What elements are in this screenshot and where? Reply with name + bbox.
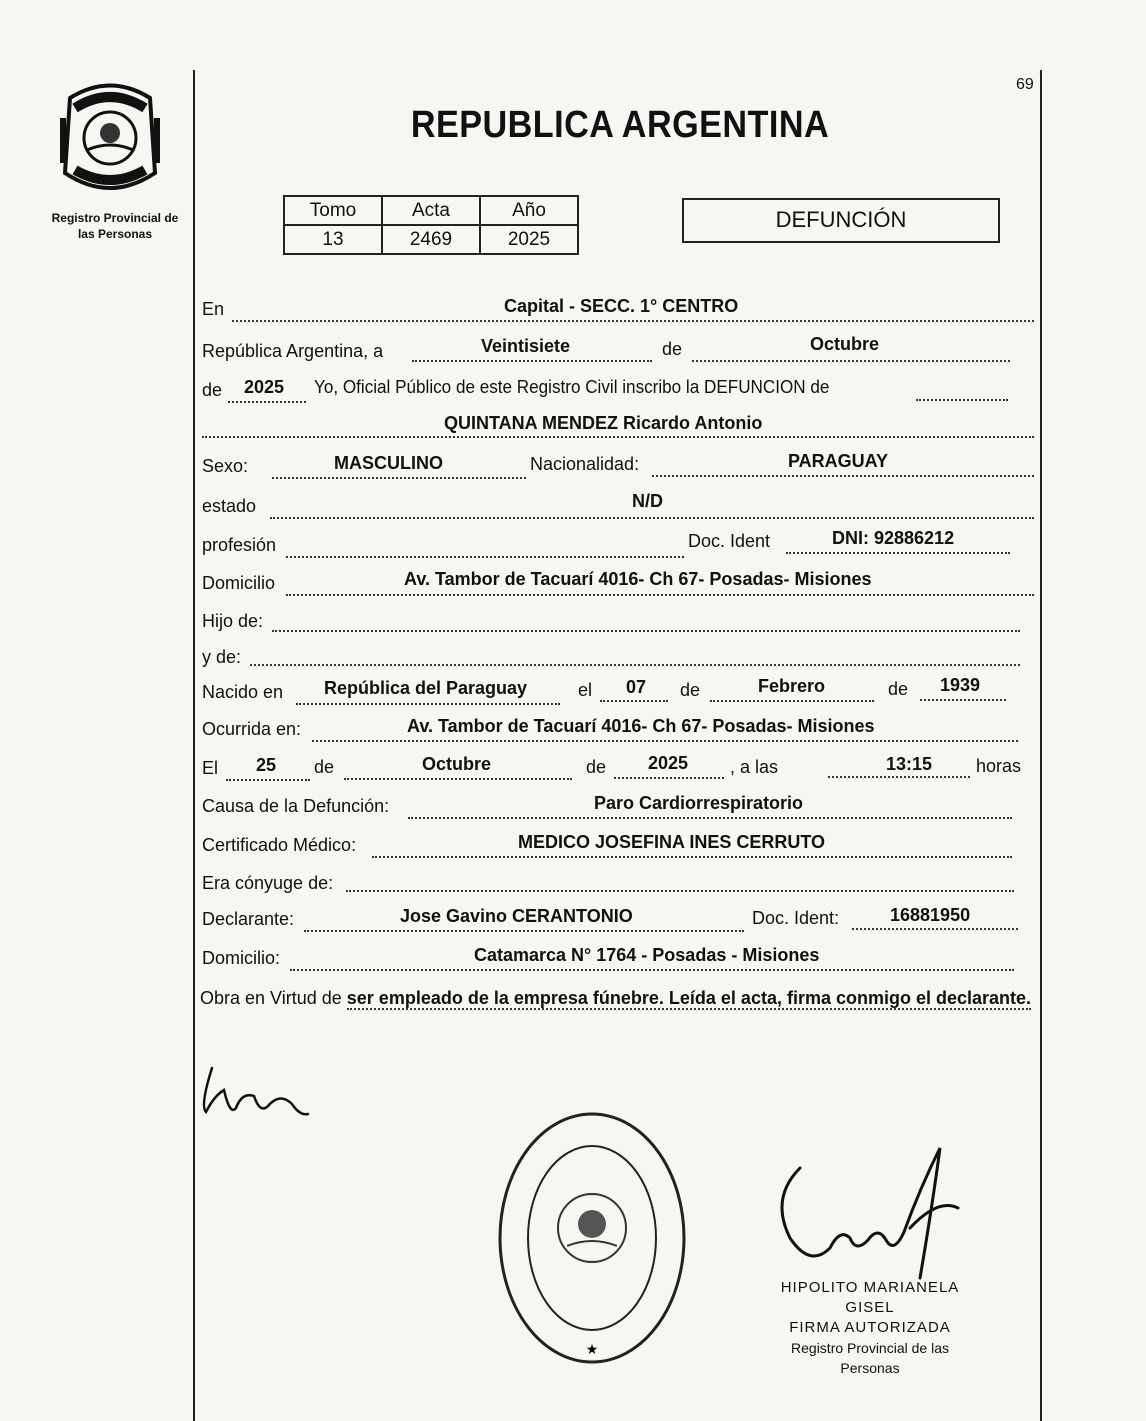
nacionalidad-line bbox=[652, 475, 1034, 477]
declarante-line bbox=[304, 930, 744, 932]
nacido-dia: 07 bbox=[626, 677, 647, 697]
sexo-line bbox=[272, 477, 526, 479]
hora-value: 13:15 bbox=[886, 754, 933, 774]
muerte-mes: Octubre bbox=[422, 754, 492, 774]
doc2-line bbox=[852, 928, 1018, 930]
de2-label: de bbox=[202, 380, 223, 400]
sexo-label: Sexo: bbox=[202, 456, 249, 476]
en-line bbox=[232, 320, 1034, 322]
inscribo-text: Yo, Oficial Público de este Registro Civil inscribo la DEFUNCION de bbox=[314, 377, 830, 397]
domicilio2-line bbox=[290, 969, 1014, 971]
el2-label: El bbox=[202, 758, 219, 778]
anio-header: Año bbox=[480, 196, 578, 225]
domicilio-value: Av. Tambor de Tacuarí 4016- Ch 67- Posadas- Misiones bbox=[404, 569, 872, 589]
svg-text:★: ★ bbox=[585, 1342, 599, 1358]
nacido-lugar: República del Paraguay bbox=[324, 678, 528, 698]
nacido-mes: Febrero bbox=[758, 676, 826, 696]
estado-label: estado bbox=[202, 496, 257, 516]
record-type-box: DEFUNCIÓN bbox=[682, 198, 1000, 243]
doc2-label: Doc. Ident: bbox=[752, 908, 840, 928]
de3-label: de bbox=[680, 680, 701, 700]
estado-value: N/D bbox=[632, 491, 663, 511]
ocurrida-line bbox=[312, 740, 1018, 742]
acta-value: 2469 bbox=[382, 225, 480, 254]
yde-label: y de: bbox=[202, 647, 242, 667]
conyuge-line bbox=[346, 890, 1014, 892]
year-value: 2025 bbox=[244, 377, 285, 397]
page-number: 69 bbox=[1016, 76, 1034, 93]
day-line bbox=[412, 360, 652, 362]
hijo-label: Hijo de: bbox=[202, 611, 264, 631]
left-margin-rule bbox=[193, 70, 195, 1421]
year-line bbox=[228, 401, 306, 403]
month-value: Octubre bbox=[810, 334, 880, 354]
domicilio-label: Domicilio bbox=[202, 573, 276, 593]
republica-label: República Argentina, a bbox=[202, 341, 384, 361]
domicilio-line bbox=[286, 594, 1034, 596]
domicilio2-value: Catamarca N° 1764 - Posadas - Misiones bbox=[474, 945, 820, 965]
signer-name: HIPOLITO MARIANELA GISEL bbox=[780, 1279, 960, 1316]
anio-value: 2025 bbox=[480, 225, 578, 254]
de6-label: de bbox=[586, 757, 607, 777]
name-line bbox=[202, 436, 1034, 438]
alas-label: , a las bbox=[730, 757, 779, 777]
nacido-label: Nacido en bbox=[202, 682, 284, 702]
province-logo bbox=[55, 78, 165, 198]
profesion-label: profesión bbox=[202, 535, 277, 555]
certificado-line bbox=[372, 856, 1012, 858]
deceased-name: QUINTANA MENDEZ Ricardo Antonio bbox=[444, 413, 763, 433]
document-title: REPUBLICA ARGENTINA bbox=[410, 104, 830, 146]
en-label: En bbox=[202, 299, 225, 319]
muerte-anio: 2025 bbox=[648, 753, 689, 773]
declarante-value: Jose Gavino CERANTONIO bbox=[400, 906, 633, 926]
muerte-anio-line bbox=[614, 777, 724, 779]
nacido-anio-line bbox=[920, 699, 1006, 701]
signature-block bbox=[760, 1278, 980, 1378]
de-label: de bbox=[662, 339, 683, 359]
horas-label: horas bbox=[976, 756, 1022, 776]
de5-label: de bbox=[314, 757, 335, 777]
official-stamp bbox=[497, 1110, 687, 1365]
nacido-anio: 1939 bbox=[940, 675, 981, 695]
inscribo-line bbox=[916, 399, 1008, 401]
ocurrida-value: Av. Tambor de Tacuarí 4016- Ch 67- Posadas- Misiones bbox=[407, 716, 875, 736]
declarante-label: Declarante: bbox=[202, 909, 295, 929]
obra-value: ser empleado de la empresa fúnebre. Leída el acta, firma conmigo el declarante. bbox=[346, 988, 1032, 1008]
conyuge-label: Era cónyuge de: bbox=[202, 873, 334, 893]
hijo-line bbox=[272, 630, 1020, 632]
obra-paragraph bbox=[200, 984, 1040, 1012]
estado-line bbox=[270, 517, 1034, 519]
ocurrida-label: Ocurrida en: bbox=[202, 719, 302, 739]
hora-line bbox=[828, 776, 970, 778]
el-label: el bbox=[578, 680, 593, 700]
profesion-line bbox=[286, 556, 684, 558]
obra-label: Obra en Virtud de bbox=[200, 988, 342, 1008]
tomo-header: Tomo bbox=[284, 196, 382, 225]
signer-role: FIRMA AUTORIZADA bbox=[789, 1319, 951, 1336]
yde-line bbox=[250, 664, 1020, 666]
causa-label: Causa de la Defunción: bbox=[202, 796, 390, 816]
authorized-signature bbox=[760, 1128, 980, 1288]
month-line bbox=[692, 360, 1010, 362]
acta-table bbox=[283, 195, 579, 255]
declarant-signature bbox=[196, 1056, 316, 1126]
certificado-value: MEDICO JOSEFINA INES CERRUTO bbox=[518, 832, 826, 852]
day-words: Veintisiete bbox=[481, 336, 571, 356]
right-margin-rule bbox=[1040, 70, 1042, 1421]
en-value: Capital - SECC. 1° CENTRO bbox=[504, 296, 739, 316]
nacido-lugar-line bbox=[296, 703, 560, 705]
signer-office: Registro Provincial de las Personas bbox=[791, 1340, 949, 1376]
doc2-value: 16881950 bbox=[890, 905, 971, 925]
sexo-value: MASCULINO bbox=[334, 453, 443, 473]
doc-line bbox=[786, 552, 1010, 554]
acta-header: Acta bbox=[382, 196, 480, 225]
tomo-value: 13 bbox=[284, 225, 382, 254]
muerte-dia-line bbox=[226, 779, 310, 781]
nacionalidad-value: PARAGUAY bbox=[788, 451, 889, 471]
domicilio2-label: Domicilio: bbox=[202, 948, 281, 968]
nacido-mes-line bbox=[710, 700, 874, 702]
causa-line bbox=[408, 817, 1012, 819]
muerte-mes-line bbox=[344, 778, 572, 780]
nacionalidad-label: Nacionalidad: bbox=[530, 454, 640, 474]
logo-caption: Registro Provincial de las Personas bbox=[51, 211, 179, 241]
certificado-label: Certificado Médico: bbox=[202, 835, 357, 855]
muerte-dia: 25 bbox=[256, 755, 277, 775]
de4-label: de bbox=[888, 679, 909, 699]
causa-value: Paro Cardiorrespiratorio bbox=[594, 793, 804, 813]
doc-label: Doc. Ident bbox=[688, 531, 771, 551]
nacido-dia-line bbox=[600, 700, 668, 702]
doc-value: DNI: 92886212 bbox=[832, 528, 955, 548]
